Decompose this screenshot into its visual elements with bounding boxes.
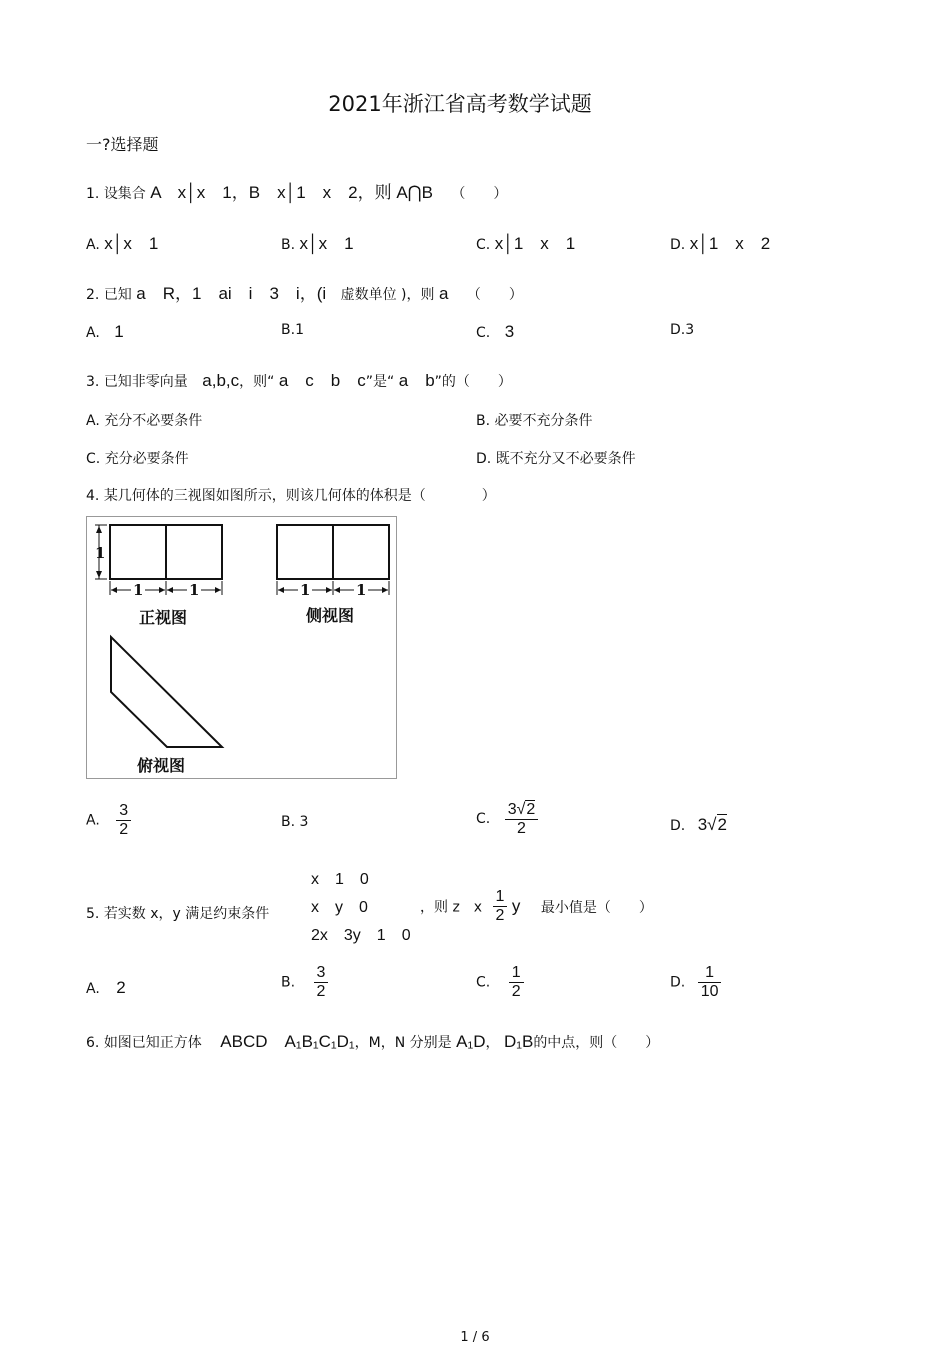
width-label: 1 bbox=[356, 581, 367, 599]
option-c[interactable]: C. $\frac{1}{2}$ bbox=[476, 964, 524, 1001]
question-expression: A x│x 1，B x│1 x 2，则 A⋂B bbox=[150, 183, 433, 202]
option-c[interactable]: C. $\frac{3√2}{2}$ bbox=[476, 800, 538, 838]
option-a[interactable]: A. $\frac{3}{2}$ bbox=[86, 802, 131, 839]
cube-name: ABCD A₁B₁C₁D₁ bbox=[220, 1032, 355, 1051]
option-b[interactable]: B. 3 bbox=[281, 814, 309, 830]
height-label: 1 bbox=[95, 544, 106, 562]
constraint-system: x 1 0 x y 0 2x 3y 1 0 bbox=[311, 871, 411, 944]
option-c[interactable]: C. x│1 x 1 bbox=[476, 234, 576, 253]
question-5: 5. 若实数 x，y 满足约束条件 bbox=[86, 906, 270, 922]
option-d[interactable]: D.3 bbox=[670, 322, 695, 338]
question-number: 4. bbox=[86, 488, 100, 504]
option-b[interactable]: B. x│x 1 bbox=[281, 234, 354, 253]
question-1: 1. 设集合 A x│x 1，B x│1 x 2，则 A⋂B （ ） bbox=[86, 183, 508, 202]
option-b[interactable]: B. $\frac{3}{2}$ bbox=[281, 964, 328, 1001]
option-b[interactable]: B.1 bbox=[281, 322, 304, 338]
page-number: 1 / 6 bbox=[460, 1330, 490, 1345]
question-3: 3. 已知非零向量 a,b,c，则“ a c b c”是“ a b”的（ ） bbox=[86, 371, 512, 390]
option-b[interactable]: B. 必要不充分条件 bbox=[476, 413, 593, 429]
option-d[interactable]: D. 3√2 bbox=[670, 815, 727, 834]
three-view-figure bbox=[86, 516, 397, 779]
width-label: 1 bbox=[300, 581, 311, 599]
question-number: 3. bbox=[86, 374, 100, 390]
top-view-shape bbox=[111, 637, 222, 747]
page-title: 2021年浙江省高考数学试题 bbox=[328, 92, 592, 116]
three-view-drawing bbox=[87, 517, 396, 778]
section-heading: 一?选择题 bbox=[86, 135, 159, 154]
width-label: 1 bbox=[133, 581, 144, 599]
option-a[interactable]: A. 充分不必要条件 bbox=[86, 413, 203, 429]
question-number: 1. bbox=[86, 186, 100, 202]
option-c[interactable]: C. 充分必要条件 bbox=[86, 451, 189, 467]
top-view-label: 俯视图 bbox=[137, 756, 186, 775]
question-6: 6. 如图已知正方体 ABCD A₁B₁C₁D₁，M，N 分别是 A₁D， D₁B的中点，则（ ） bbox=[86, 1032, 660, 1051]
front-view-label: 正视图 bbox=[139, 608, 188, 627]
question-number: 5. bbox=[86, 906, 100, 922]
question-4: 4. 某几何体的三视图如图所示，则该几何体的体积是（ ） bbox=[86, 488, 496, 504]
option-d[interactable]: D. 既不充分又不必要条件 bbox=[476, 451, 636, 467]
side-view-label: 侧视图 bbox=[306, 606, 355, 625]
question-2: 2. 已知 a R，1 ai i 3 i，(i 虚数单位 )，则 a （ ） bbox=[86, 284, 523, 303]
option-c[interactable]: C. 3 bbox=[476, 322, 515, 341]
option-a[interactable]: A. x│x 1 bbox=[86, 234, 159, 253]
option-a[interactable]: A. 1 bbox=[86, 322, 124, 341]
objective-expression: ，则 z x $\frac{1}{2}$ y 最小值是（ ） bbox=[420, 888, 653, 924]
option-d[interactable]: D. $\frac{1}{10}$ bbox=[670, 964, 721, 1001]
width-label: 1 bbox=[189, 581, 200, 599]
question-number: 2. bbox=[86, 287, 100, 303]
question-number: 6. bbox=[86, 1035, 100, 1051]
option-a[interactable]: A. 2 bbox=[86, 978, 126, 997]
vector-list: a,b,c bbox=[202, 371, 240, 390]
option-d[interactable]: D. x│1 x 2 bbox=[670, 234, 771, 253]
question-expression: a R，1 ai i 3 i，(i bbox=[136, 284, 327, 303]
